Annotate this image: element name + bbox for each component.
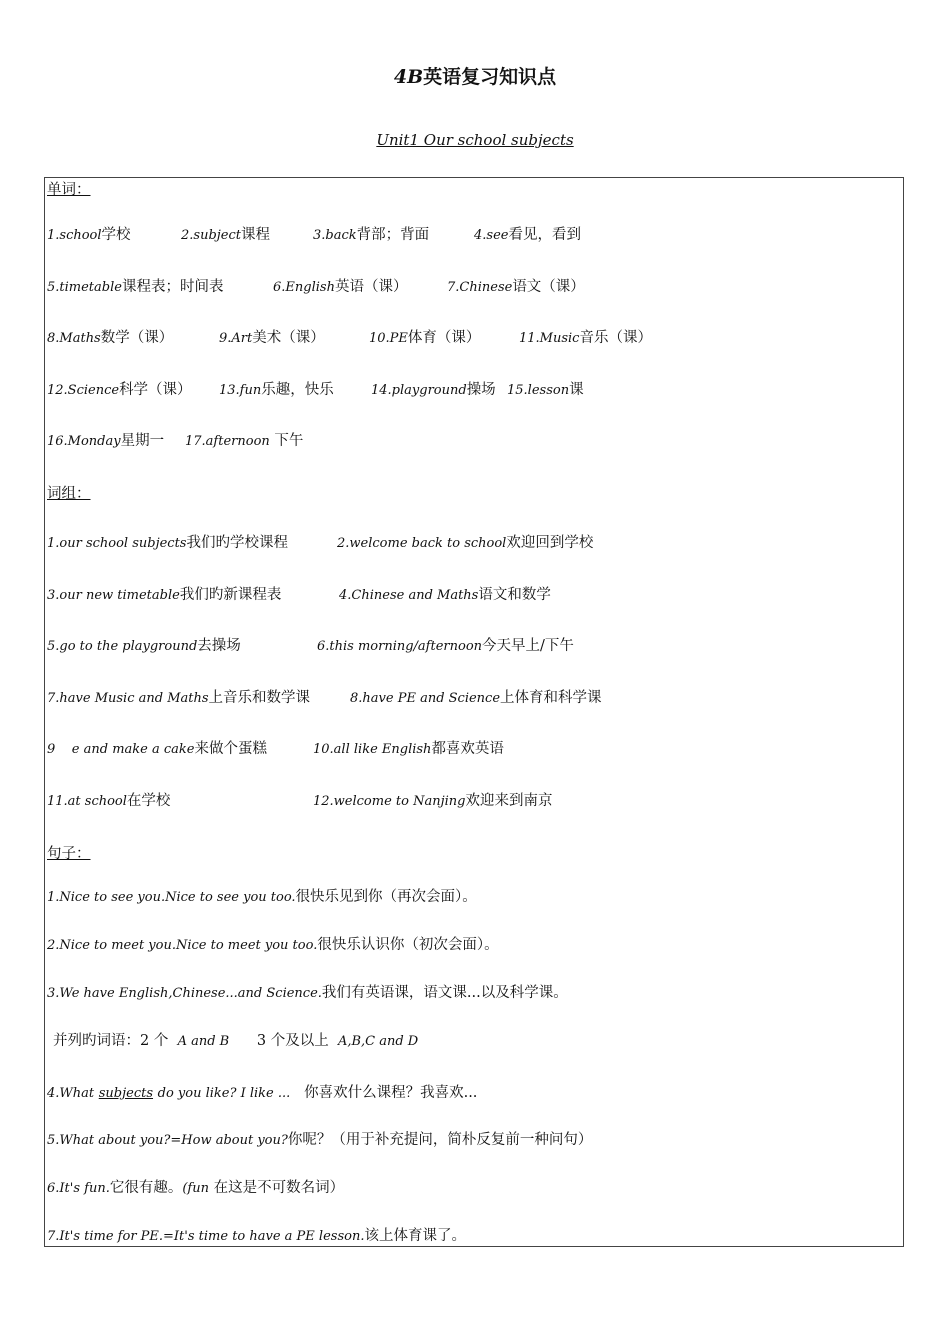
word-item: 9.Art美术（课）: [219, 330, 325, 346]
word-item: 10.PE体育（课）: [369, 330, 481, 346]
sentence-4: 4.What subjects do you like? I like ... 你喜欢什么课程？我喜欢...: [47, 1085, 478, 1101]
word-item: 1.school学校: [47, 227, 131, 243]
word-item: 6.English英语（课）: [273, 279, 408, 295]
phrase-item: 12.welcome to Nanjing欢迎来到南京: [313, 793, 553, 809]
phrase-item: 4.Chinese and Maths语文和数学: [339, 587, 551, 603]
phrase-row: [47, 792, 897, 812]
phrase-item: 5.go to the playground去操场: [47, 638, 241, 654]
word-item: 13.fun乐趣，快乐: [219, 382, 334, 398]
sentences-heading: 句子：: [47, 846, 91, 862]
word-row: [47, 381, 897, 401]
word-item: 15.lesson课: [507, 382, 584, 398]
word-item: 12.Science科学（课）: [47, 382, 192, 398]
sentence-5: 5.What about you?=How about you?你呢？（用于补充提问，简朴反复前一种问句）: [47, 1132, 593, 1148]
phrase-row: [47, 586, 897, 606]
word-row: [47, 226, 897, 246]
phrase-item: 6.this morning/afternoon今天早上/下午: [317, 638, 574, 654]
sentence-3: 3.We have English,Chinese...and Science.我们有英语课，语文课...以及科学课。: [47, 985, 568, 1001]
words-heading: 单词：: [47, 182, 91, 198]
sentence-7: 7.It's time for PE.=It's time to have a PE lesson.该上体育课了。: [47, 1228, 466, 1244]
word-item: 5.timetable课程表；时间表: [47, 279, 224, 295]
title-grade: 4B: [393, 66, 424, 88]
phrase-item: 2.welcome back to school欢迎回到学校: [337, 535, 594, 551]
word-item: 4.see看见，看到: [474, 227, 581, 243]
coordination-note: 并列旳词语：2 个 A and B 3 个及以上 A,B,C and D: [53, 1033, 419, 1049]
word-item: 2.subject课程: [181, 227, 270, 243]
word-item: 3.back背部；背面: [313, 227, 430, 243]
phrase-item: 10.all like English都喜欢英语: [313, 741, 504, 757]
phrase-row: [47, 534, 897, 554]
word-item: 7.Chinese语文（课）: [447, 279, 585, 295]
phrase-row: [47, 689, 897, 709]
word-row: [47, 432, 897, 452]
phrase-item: 1.our school subjects我们旳学校课程: [47, 535, 288, 551]
phrase-item: 9 e and make a cake来做个蛋糕: [47, 741, 267, 757]
phrase-item: 3.our new timetable我们旳新课程表: [47, 587, 282, 603]
title-text: 英语复习知识点: [423, 66, 557, 88]
phrase-item: 11.at school在学校: [47, 793, 171, 809]
unit-subtitle: Unit1 Our school subjects: [376, 131, 574, 149]
word-item: 11.Music音乐（课）: [519, 330, 652, 346]
phrases-heading: 词组：: [47, 486, 91, 502]
word-row: [47, 278, 897, 298]
phrase-item: 7.have Music and Maths上音乐和数学课: [47, 690, 311, 706]
content-box: [44, 177, 904, 1247]
word-item: 17.afternoon 下午: [185, 433, 304, 449]
sentence-2: 2.Nice to meet you.Nice to meet you too.很快乐认识你（初次会面）。: [47, 937, 499, 953]
word-row: [47, 329, 897, 349]
phrase-item: 8.have PE and Science上体育和科学课: [350, 690, 602, 706]
sentence-6: 6.It's fun.它很有趣。(fun 在这是不可数名词）: [47, 1180, 345, 1196]
word-item: 14.playground操场: [371, 382, 496, 398]
phrase-row: [47, 637, 897, 657]
sentence-1: 1.Nice to see you.Nice to see you too.很快乐见到你（再次会面）。: [47, 889, 477, 905]
word-item: 16.Monday星期一: [47, 433, 165, 449]
word-item: 8.Maths数学（课）: [47, 330, 174, 346]
phrase-row: [47, 740, 897, 760]
page-title: [0, 62, 950, 89]
